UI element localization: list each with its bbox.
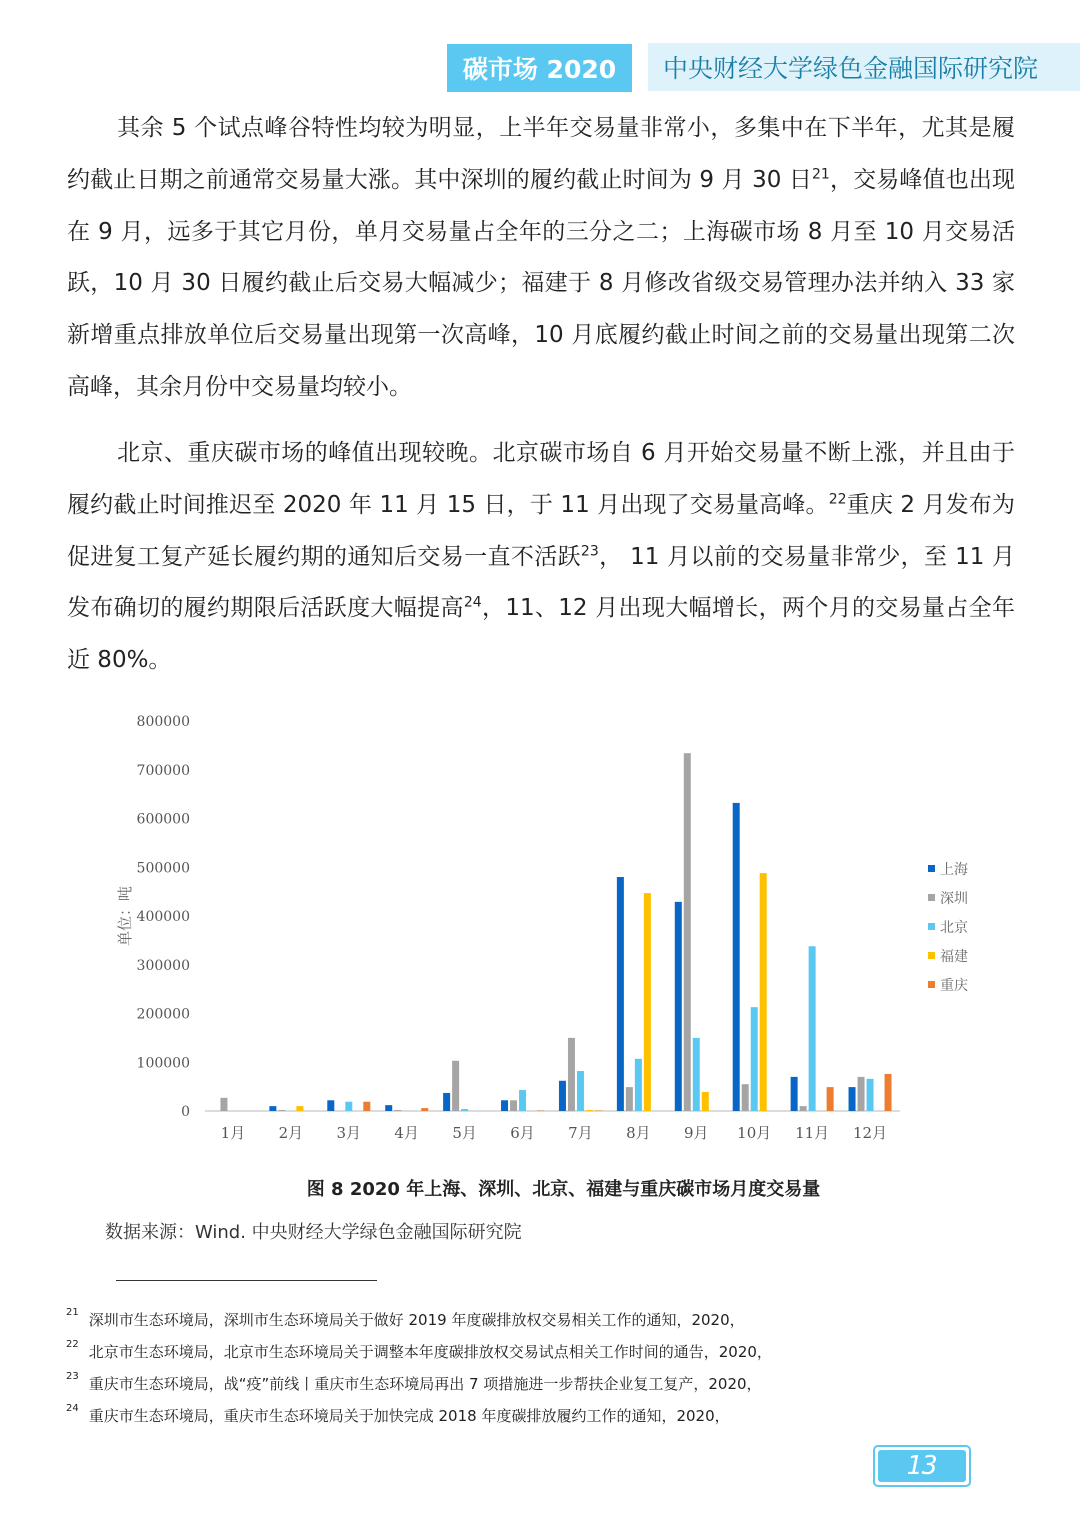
bar-深圳 (452, 1061, 459, 1111)
bar-深圳 (858, 1077, 865, 1111)
footnote-text: 北京市生态环境局，北京市生态环境局关于调整本年度碳排放权交易试点相关工作时间的通告，2020， (88, 1343, 772, 1361)
bar-上海 (269, 1106, 276, 1111)
x-tick-label: 11月 (795, 1124, 830, 1142)
legend-label: 北京 (940, 920, 968, 936)
page-number: 13 (878, 1450, 966, 1482)
footnote-text: 重庆市生态环境局，战“疫”前线丨重庆市生态环境局再出 7 项措施进一步帮扶企业复工复产，2020， (88, 1375, 762, 1393)
y-tick-label: 100000 (136, 1055, 190, 1072)
page-number-badge (873, 1445, 971, 1487)
x-tick-label: 1月 (220, 1124, 246, 1142)
bar-深圳 (278, 1110, 285, 1111)
footnote-22 (66, 1341, 772, 1362)
footnote-24 (66, 1405, 730, 1426)
bar-重庆 (885, 1074, 892, 1111)
bar-上海 (501, 1100, 508, 1111)
legend-swatch (928, 923, 935, 930)
legend-swatch (928, 952, 935, 959)
paragraph-text: 重庆 2 月发布为促进复工复产延长履约期的通知后交易一直不活跃 (67, 491, 1015, 570)
footnote-ref[interactable]: 22 (828, 491, 847, 508)
bar-北京 (635, 1059, 642, 1111)
body-paragraph-1 (67, 103, 1015, 414)
footnote-21 (66, 1309, 745, 1330)
legend-swatch (928, 981, 935, 988)
legend-label: 上海 (940, 862, 968, 878)
bar-福建 (760, 873, 767, 1111)
bar-福建 (586, 1110, 593, 1111)
x-tick-label: 10月 (737, 1124, 772, 1142)
footnote-number: 24 (66, 1403, 79, 1414)
bar-上海 (849, 1087, 856, 1111)
bar-重庆 (421, 1108, 428, 1111)
bar-上海 (559, 1081, 566, 1111)
y-axis-label: 单位：吨 (116, 885, 134, 947)
footnote-text: 深圳市生态环境局，深圳市生态环境局关于做好 2019 年度碳排放权交易相关工作的通知，2020， (88, 1311, 745, 1329)
x-tick-label: 2月 (278, 1124, 304, 1142)
y-tick-label: 700000 (136, 762, 190, 779)
footnote-ref[interactable]: 23 (580, 542, 599, 559)
y-tick-label: 600000 (136, 811, 190, 828)
bar-深圳 (568, 1038, 575, 1111)
x-tick-label: 6月 (510, 1124, 535, 1142)
x-tick-label: 3月 (336, 1124, 362, 1142)
bar-深圳 (684, 753, 691, 1111)
footnote-number: 22 (66, 1339, 79, 1350)
footnote-ref[interactable]: 21 (812, 166, 830, 183)
body-paragraph-2 (67, 428, 1015, 687)
legend-label: 福建 (940, 949, 968, 965)
bar-北京 (867, 1079, 874, 1111)
footnote-text: 重庆市生态环境局，重庆市生态环境局关于加快完成 2018 年度碳排放履约工作的通知，2020， (88, 1407, 730, 1425)
bar-福建 (296, 1106, 303, 1111)
y-tick-label: 500000 (136, 860, 190, 877)
bar-北京 (751, 1007, 758, 1111)
footnote-number: 21 (66, 1307, 79, 1318)
report-title-tab (447, 44, 632, 92)
bar-上海 (385, 1105, 392, 1111)
footnote-divider (116, 1280, 377, 1281)
bar-福建 (644, 893, 651, 1111)
legend-swatch (928, 865, 935, 872)
legend-swatch (928, 894, 935, 901)
paragraph-text: 其余 5 个试点峰谷特性均较为明显，上半年交易量非常小，多集中在下半年，尤其是履约截止日期之前通常交易量大涨。其中深圳的履约截止时间为 9 月 30 日 (67, 115, 1015, 193)
paragraph-text: ， 11 月以前的交易量非常少，至 11 月发布确切的履约期限后活跃度大幅提高 (67, 543, 1016, 622)
x-tick-label: 9月 (684, 1124, 709, 1142)
institute-banner (648, 43, 1080, 91)
bar-深圳 (626, 1087, 633, 1111)
x-tick-label: 12月 (852, 1124, 888, 1142)
bar-上海 (617, 877, 624, 1111)
bar-北京 (577, 1071, 584, 1111)
x-tick-label: 5月 (452, 1124, 477, 1142)
bar-上海 (733, 803, 740, 1111)
footnote-number: 23 (66, 1371, 79, 1382)
bar-上海 (327, 1100, 334, 1111)
footnote-ref[interactable]: 24 (463, 594, 482, 611)
bar-北京 (519, 1090, 526, 1111)
footnote-23 (66, 1373, 762, 1394)
bar-上海 (443, 1093, 450, 1111)
y-tick-label: 400000 (136, 909, 190, 925)
report-title: 碳市场 2020 (462, 55, 617, 84)
figure-source: 数据来源：Wind. 中央财经大学绿色金融国际研究院 (105, 1222, 522, 1243)
paragraph-text: ，11、12 月出现大幅增长，两个月的交易量占全年近 80%。 (67, 595, 1015, 674)
paragraph-text: ，交易峰值也出现在 9 月，远多于其它月份，单月交易量占全年的三分之二；上海碳市场 8 月至 10 月交易活跃，10 月 30 日履约截止后交易大幅减少；福建于 8 月修改省级交易管理办法并纳入 33 家新增重点排放单位后交易量出现第一次高峰，10 月底履约截止时间之前的交易量出现第二次高峰，其余月份中交易量均较小。 (67, 166, 1016, 400)
bar-北京 (693, 1038, 700, 1111)
y-tick-label: 200000 (136, 1006, 190, 1023)
x-tick-label: 4月 (394, 1124, 419, 1142)
y-tick-label: 800000 (136, 714, 190, 730)
figure-caption: 图 8 2020 年上海、深圳、北京、福建与重庆碳市场月度交易量 (306, 1179, 821, 1200)
bar-深圳 (800, 1106, 807, 1111)
y-tick-label: 0 (181, 1104, 190, 1120)
bar-深圳 (220, 1098, 227, 1111)
bar-北京 (809, 946, 816, 1111)
bar-重庆 (363, 1102, 370, 1111)
legend-label: 深圳 (940, 891, 968, 907)
institute-name: 中央财经大学绿色金融国际研究院 (663, 54, 1039, 83)
bar-上海 (791, 1077, 798, 1111)
bar-上海 (675, 902, 682, 1111)
bar-深圳 (510, 1100, 517, 1111)
bar-深圳 (394, 1110, 401, 1111)
legend-label: 重庆 (940, 978, 968, 994)
paragraph-text: 北京、重庆碳市场的峰值出现较晚。北京碳市场自 6 月开始交易量不断上涨，并且由于履约截止时间推迟至 2020 年 11 月 15 日，于 11 月出现了交易量高峰。 (67, 440, 1015, 518)
y-tick-label: 300000 (136, 957, 190, 974)
x-tick-label: 7月 (568, 1124, 593, 1142)
bar-深圳 (742, 1084, 749, 1111)
x-tick-label: 8月 (626, 1124, 651, 1142)
bar-福建 (702, 1092, 709, 1111)
bar-重庆 (827, 1087, 834, 1111)
bar-北京 (345, 1102, 352, 1111)
bar-北京 (461, 1109, 468, 1111)
